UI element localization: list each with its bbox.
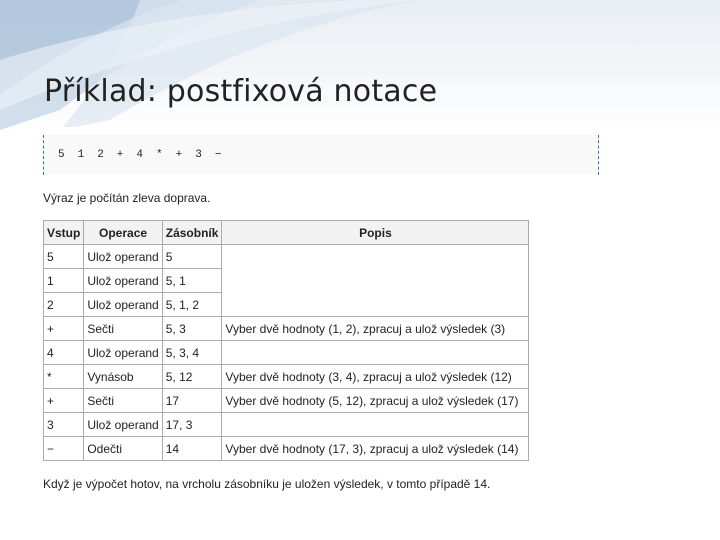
table-row xyxy=(44,365,529,389)
cell-operace: Sečti xyxy=(84,317,162,341)
cell-zasobnik: 5 xyxy=(162,245,222,269)
cell-zasobnik: 5, 1 xyxy=(162,269,222,293)
header-vstup: Vstup xyxy=(44,221,84,245)
header-popis: Popis xyxy=(222,221,529,245)
cell-operace: Ulož operand xyxy=(84,269,162,293)
table-row xyxy=(44,413,529,437)
background-decoration xyxy=(0,0,720,130)
cell-zasobnik: 14 xyxy=(162,437,222,461)
cell-operace: Vynásob xyxy=(84,365,162,389)
conclusion-text: Když je výpočet hotov, na vrcholu zásobníku je uložen výsledek, v tomto případě 14. xyxy=(43,477,491,491)
table-row xyxy=(44,317,529,341)
code-block xyxy=(43,135,599,175)
intro-text: Výraz je počítán zleva doprava. xyxy=(43,191,211,205)
cell-operace: Odečti xyxy=(84,437,162,461)
cell-vstup: 5 xyxy=(44,245,84,269)
content-panel xyxy=(37,127,604,497)
slide-title: Příklad: postfixová notace xyxy=(44,74,438,109)
table-row xyxy=(44,389,529,413)
table-header-row xyxy=(44,221,529,245)
cell-operace: Ulož operand xyxy=(84,413,162,437)
cell-popis xyxy=(222,341,529,365)
cell-zasobnik: 17 xyxy=(162,389,222,413)
cell-operace: Ulož operand xyxy=(84,293,162,317)
cell-popis xyxy=(222,245,529,317)
cell-vstup: 4 xyxy=(44,341,84,365)
table-row xyxy=(44,341,529,365)
cell-popis: Vyber dvě hodnoty (17, 3), zpracuj a ulož výsledek (14) xyxy=(222,437,529,461)
cell-zasobnik: 5, 1, 2 xyxy=(162,293,222,317)
cell-operace: Sečti xyxy=(84,389,162,413)
cell-popis: Vyber dvě hodnoty (1, 2), zpracuj a ulož výsledek (3) xyxy=(222,317,529,341)
cell-operace: Ulož operand xyxy=(84,341,162,365)
cell-zasobnik: 5, 3, 4 xyxy=(162,341,222,365)
cell-vstup: 2 xyxy=(44,293,84,317)
cell-vstup: 3 xyxy=(44,413,84,437)
cell-operace: Ulož operand xyxy=(84,245,162,269)
table-row xyxy=(44,437,529,461)
header-zasobnik: Zásobník xyxy=(162,221,222,245)
table-row xyxy=(44,245,529,269)
cell-vstup: 1 xyxy=(44,269,84,293)
background-swoosh-graphic xyxy=(0,0,720,130)
header-operace: Operace xyxy=(84,221,162,245)
cell-vstup: − xyxy=(44,437,84,461)
evaluation-table xyxy=(43,220,529,461)
postfix-expression: 5 1 2 + 4 * + 3 − xyxy=(58,149,225,161)
cell-zasobnik: 5, 12 xyxy=(162,365,222,389)
cell-vstup: + xyxy=(44,389,84,413)
cell-popis xyxy=(222,413,529,437)
cell-popis: Vyber dvě hodnoty (5, 12), zpracuj a ulož výsledek (17) xyxy=(222,389,529,413)
cell-vstup: * xyxy=(44,365,84,389)
cell-vstup: + xyxy=(44,317,84,341)
cell-zasobnik: 17, 3 xyxy=(162,413,222,437)
cell-zasobnik: 5, 3 xyxy=(162,317,222,341)
cell-popis: Vyber dvě hodnoty (3, 4), zpracuj a ulož výsledek (12) xyxy=(222,365,529,389)
